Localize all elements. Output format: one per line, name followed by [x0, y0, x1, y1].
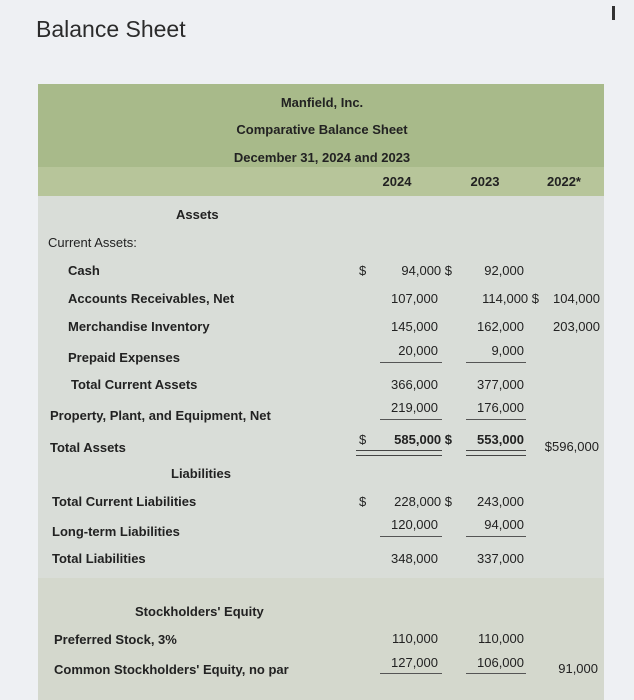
statement-date: December 31, 2024 and 2023 — [233, 150, 411, 165]
ltl-2024: 120,000 — [391, 517, 438, 532]
row-label-merchandise-inventory: Merchandise Inventory — [68, 319, 210, 334]
liabilities-heading: Liabilities — [171, 466, 231, 481]
total-assets-2022: $596,000 — [544, 439, 599, 454]
row-label-common-equity: Common Stockholders' Equity, no par — [54, 662, 289, 677]
ar-2024: 107,000 — [391, 291, 438, 306]
tcl-2024: 228,000 $ — [394, 494, 452, 509]
row-label-total-assets: Total Assets — [50, 440, 126, 455]
row-label-total-current-assets: Total Current Assets — [71, 377, 198, 392]
tca-2024: 366,000 — [391, 377, 438, 392]
underline — [380, 536, 442, 537]
underline — [466, 536, 526, 537]
inventory-2022: 203,000 — [553, 319, 600, 334]
underline — [380, 362, 442, 363]
assets-heading: Assets — [176, 207, 219, 222]
cash-2024: 94,000 $ — [401, 263, 452, 278]
common-2023: 106,000 — [477, 655, 524, 670]
row-label-long-term-liabilities: Long-term Liabilities — [52, 524, 180, 539]
ltl-2023: 94,000 — [484, 517, 524, 532]
ar-2022: 104,000 — [553, 291, 600, 306]
row-label-total-current-liabilities: Total Current Liabilities — [52, 494, 197, 509]
ppe-2023: 176,000 — [477, 400, 524, 415]
dollar-sign: $ — [359, 263, 367, 278]
tca-2023: 377,000 — [477, 377, 524, 392]
column-header-2023: 2023 — [470, 174, 500, 189]
column-header-2022: 2022* — [547, 174, 581, 189]
column-header-2024: 2024 — [382, 174, 412, 189]
current-assets-heading: Current Assets: — [48, 235, 137, 250]
total-assets-2024: 585,000 $ — [394, 432, 452, 447]
preferred-2024: 110,000 — [391, 631, 438, 646]
scroll-indicator — [612, 6, 615, 20]
row-label-preferred-stock: Preferred Stock, 3% — [54, 632, 177, 647]
preferred-2023: 110,000 — [477, 631, 524, 646]
cash-2023: 92,000 — [484, 263, 524, 278]
row-label-total-liabilities: Total Liabilities — [52, 551, 146, 566]
prepaid-2023: 9,000 — [491, 343, 524, 358]
ar-2023: 114,000 $ — [482, 291, 539, 306]
double-underline — [356, 450, 442, 456]
tcl-2023: 243,000 — [477, 494, 524, 509]
row-label-accounts-receivable: Accounts Receivables, Net — [68, 291, 235, 306]
tl-2023: 337,000 — [477, 551, 524, 566]
ppe-2024: 219,000 — [391, 400, 438, 415]
inventory-2023: 162,000 — [477, 319, 524, 334]
inventory-2024: 145,000 — [391, 319, 438, 334]
total-assets-2023: 553,000 — [477, 432, 524, 447]
underline — [466, 673, 526, 674]
common-2022: 91,000 — [558, 661, 598, 676]
underline — [380, 673, 442, 674]
double-underline — [466, 450, 526, 456]
table-year-band — [38, 167, 604, 196]
equity-heading: Stockholders' Equity — [135, 604, 264, 619]
dollar-sign: $ — [359, 432, 367, 447]
page-title: Balance Sheet — [36, 16, 186, 42]
row-label-cash: Cash — [68, 263, 100, 278]
underline — [466, 362, 526, 363]
underline — [466, 419, 526, 420]
tl-2024: 348,000 — [391, 551, 438, 566]
company-name: Manfield, Inc. — [280, 95, 364, 110]
underline — [380, 419, 442, 420]
row-label-ppe: Property, Plant, and Equipment, Net — [50, 408, 271, 423]
row-label-prepaid-expenses: Prepaid Expenses — [68, 350, 180, 365]
dollar-sign: $ — [359, 494, 367, 509]
statement-title: Comparative Balance Sheet — [236, 122, 408, 137]
common-2024: 127,000 — [391, 655, 438, 670]
prepaid-2024: 20,000 — [398, 343, 438, 358]
